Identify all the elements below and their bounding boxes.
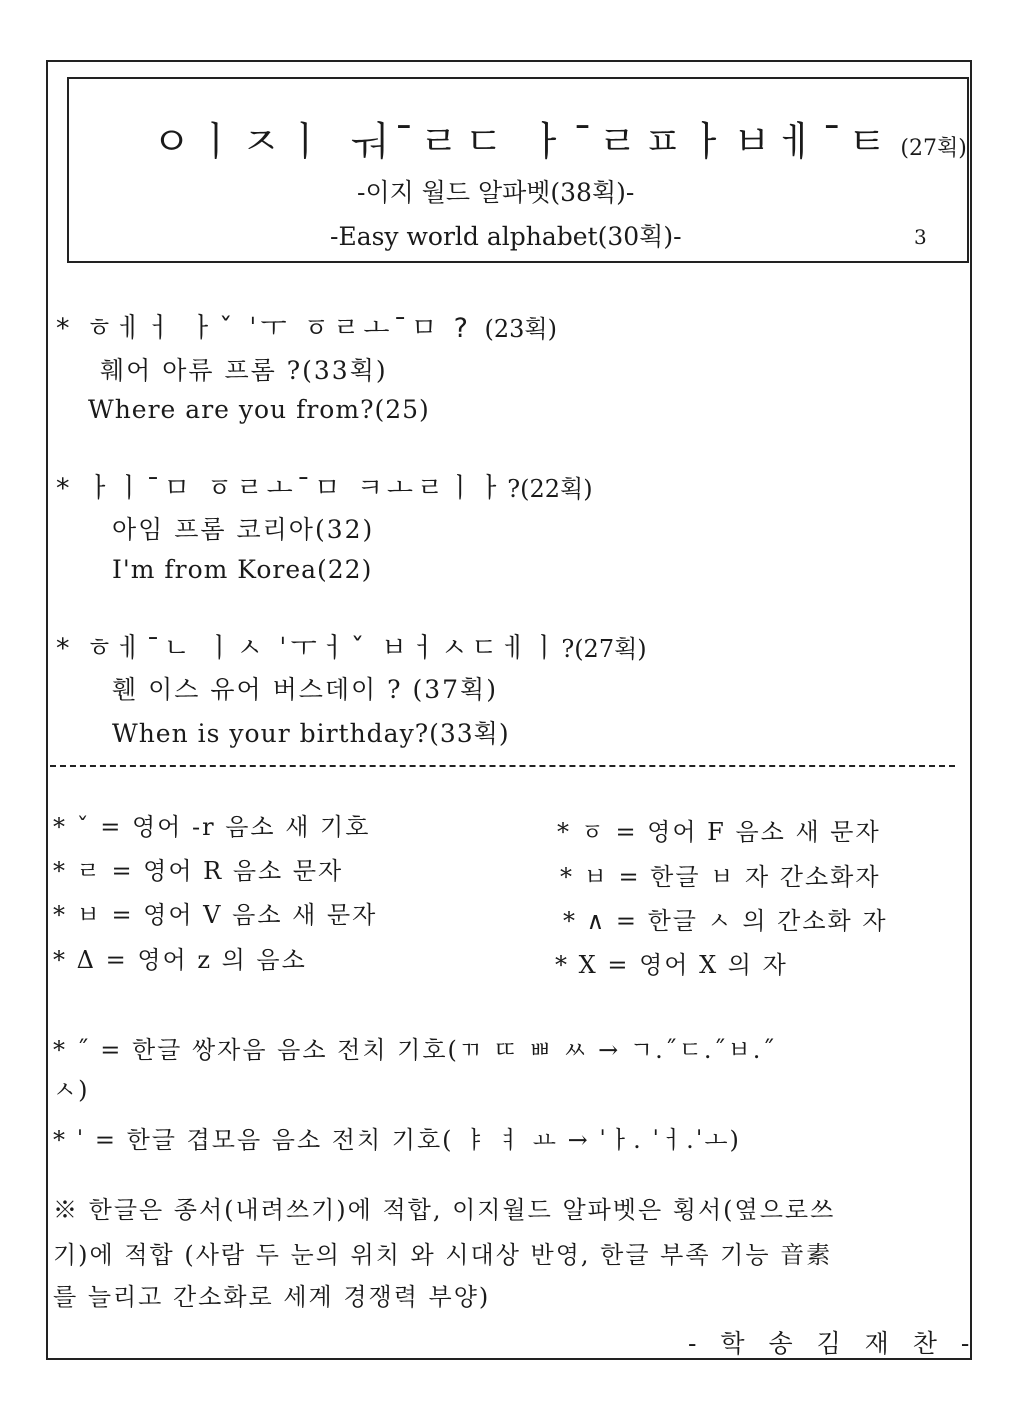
phrase-3-easyworld: * ㅎㅔ¯ㄴ ㅣㅅ ˈㅜㅓˇ ㅂㅓㅅㄷㅔㅣ?(27획)	[56, 633, 647, 664]
phrase-1-english: Where are you from?(25)	[88, 395, 430, 424]
title-korean: -이지 월드 알파벳(38획)-	[357, 178, 635, 207]
legend-left-2: * ㄹ = 영어 R 음소 문자	[53, 857, 344, 885]
title-stroke-count: (27획)	[900, 136, 967, 161]
section-divider	[50, 765, 955, 767]
remark-line-2: 기)에 적합 (사람 두 눈의 위치 와 시대상 반영, 한글 부족 기능 音素	[53, 1241, 833, 1269]
phrase-1-count: (23획)	[484, 315, 557, 343]
signature: - 학 송 김 재 찬 -	[688, 1329, 978, 1358]
legend-right-2: * ㅂ = 한글 ㅂ 자 간소화자	[560, 863, 881, 891]
legend-left-3: * ㅂ = 영어 V 음소 새 문자	[53, 901, 378, 929]
remark-line-1: ※ 한글은 종서(내려쓰기)에 적합, 이지월드 알파벳은 횡서(옆으로쓰	[53, 1196, 836, 1224]
legend-right-1: * ㆆ = 영어 F 음소 새 문자	[557, 818, 881, 846]
phrase-1-easyworld: * ㅎㅔㅓ ㅏˇ ˈㅜ ㆆㄹㅗ¯ㅁ ? (23획)	[56, 313, 557, 344]
phrase-2-english: I'm from Korea(22)	[112, 555, 373, 584]
legend-left-4: * Δ = 영어 z 의 음소	[53, 946, 307, 974]
note-compound-vowel: * ˈ = 한글 겹모음 음소 전치 기호( ㅑ ㅕ ㅛ → ˈㅏ. ˈㅓ.ˈㅗ)	[53, 1126, 741, 1154]
title-easyworld: ㅇㅣㅈㅣ ㅝ¯ㄹㄷ ㅏ¯ㄹㅍㅏㅂㅔ¯ㅌ (27획)	[152, 119, 967, 165]
page-number: 3	[914, 225, 927, 249]
phrase-3-count: ?(27획)	[561, 635, 647, 663]
title-english: -Easy world alphabet(30획)-	[330, 222, 682, 251]
phrase-2-korean: 아임 프롬 코리아(32)	[112, 515, 375, 544]
phrase-3-korean: 휀 이스 유어 버스데이 ? (37획)	[112, 675, 498, 704]
phrase-1-korean: 훼어 아류 프롬 ?(33획)	[100, 356, 388, 385]
legend-right-4: * X = 영어 X 의 자	[555, 951, 788, 979]
remark-line-3: 를 늘리고 간소화로 세계 경쟁력 부양)	[53, 1283, 491, 1311]
phrase-2-easyworld: * ㅏㅣ¯ㅁ ㆆㄹㅗ¯ㅁ ㅋㅗㄹㅣㅏ?(22획)	[56, 473, 593, 504]
legend-left-1: * ˇ = 영어 -r 음소 새 기호	[53, 813, 371, 841]
phrase-2-count: ?(22획)	[507, 475, 593, 503]
note-double-consonant-cont: ㅅ)	[53, 1076, 90, 1104]
note-double-consonant: * ˝ = 한글 쌍자음 음소 전치 기호(ㄲ ㄸ ㅃ ㅆ → ㄱ.˝ㄷ.˝ㅂ.˝	[53, 1036, 777, 1064]
phrase-3-english: When is your birthday?(33획)	[112, 719, 510, 748]
legend-right-3: * ∧ = 한글 ㅅ 의 간소화 자	[563, 907, 888, 935]
